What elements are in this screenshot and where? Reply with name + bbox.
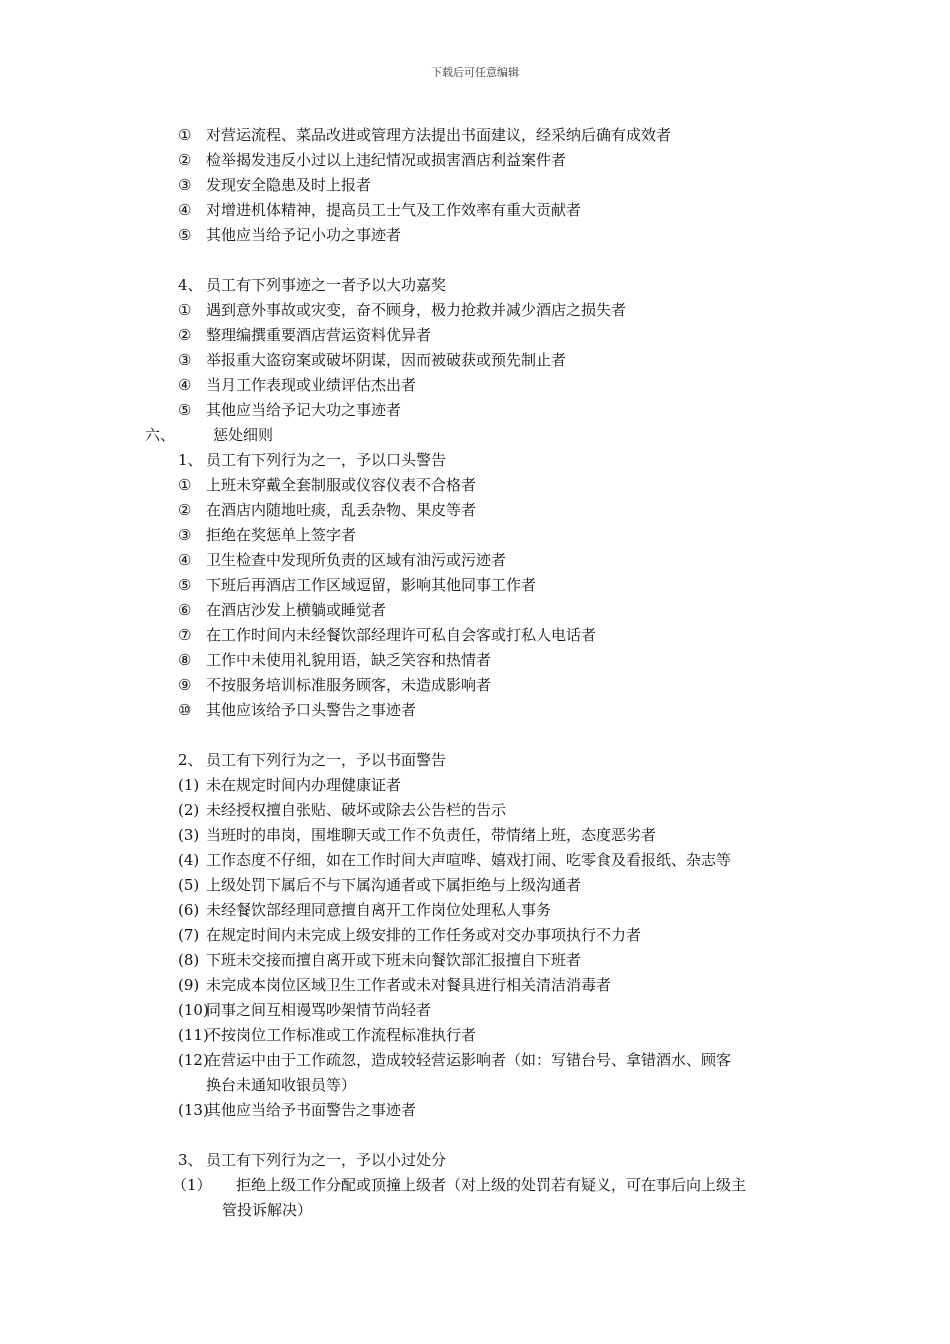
item-marker: ④ <box>178 376 192 394</box>
text-line <box>0 923 950 948</box>
item-text: 整理编撰重要酒店营运资料优异者 <box>206 326 432 344</box>
item-text: 未在规定时间内办理健康证者 <box>206 776 402 794</box>
text-line <box>0 348 950 373</box>
item-marker: (12) <box>178 1051 209 1069</box>
item-marker: ⑥ <box>178 601 192 619</box>
text-line <box>0 873 950 898</box>
item-text: 卫生检查中发现所负责的区域有油污或污迹者 <box>206 551 507 569</box>
item-text: 未经餐饮部经理同意擅自离开工作岗位处理私人事务 <box>206 901 552 919</box>
item-marker: ④ <box>178 551 192 569</box>
item-marker: (11) <box>178 1026 209 1044</box>
text-line <box>0 1048 950 1073</box>
text-line <box>0 798 950 823</box>
text-line <box>0 1098 950 1123</box>
item-marker: (4) <box>178 851 200 869</box>
text-line <box>0 173 950 198</box>
item-text: 其他应当给予记小功之事迹者 <box>206 226 402 244</box>
item-text: 不按岗位工作标准或工作流程标准执行者 <box>206 1026 477 1044</box>
item-marker: (7) <box>178 926 200 944</box>
text-line <box>0 823 950 848</box>
text-line <box>0 698 950 723</box>
item-text: 在酒店沙发上横躺或睡觉者 <box>206 601 387 619</box>
item-text: 当月工作表现或业绩评估杰出者 <box>206 376 417 394</box>
item-marker: (6) <box>178 901 200 919</box>
item-marker: ② <box>178 501 192 519</box>
item-marker: ④ <box>178 201 192 219</box>
item-marker: ⑤ <box>178 226 192 244</box>
text-line <box>0 848 950 873</box>
text-line <box>0 148 950 173</box>
item-marker: (2) <box>178 801 200 819</box>
text-line <box>0 673 950 698</box>
item-marker: ② <box>178 326 192 344</box>
item-text: 员工有下列事迹之一者予以大功嘉奖 <box>206 276 447 294</box>
text-line <box>0 1198 950 1223</box>
item-marker: 1、 <box>178 451 203 469</box>
item-text: 发现安全隐患及时上报者 <box>206 176 372 194</box>
item-marker: 2、 <box>178 751 203 769</box>
item-text: 不按服务培训标准服务顾客，未造成影响者 <box>206 676 492 694</box>
text-line <box>0 398 950 423</box>
text-line <box>0 448 950 473</box>
item-marker: ⑤ <box>178 401 192 419</box>
item-marker: ② <box>178 151 192 169</box>
item-marker: (13) <box>178 1101 209 1119</box>
item-marker: （1） <box>172 1176 212 1194</box>
item-text-continuation: 换台未通知收银员等） <box>206 1076 357 1094</box>
item-text-continuation: 管投诉解决） <box>222 1201 313 1219</box>
text-line <box>0 1023 950 1048</box>
text-line <box>0 423 950 448</box>
item-marker: 4、 <box>178 276 203 294</box>
item-text: 同事之间互相谩骂吵架情节尚轻者 <box>206 1001 432 1019</box>
text-line <box>0 298 950 323</box>
text-line <box>0 273 950 298</box>
item-marker: ① <box>178 476 192 494</box>
item-marker: (5) <box>178 876 200 894</box>
item-text: 员工有下列行为之一，予以口头警告 <box>206 451 447 469</box>
item-text: 其他应当给予书面警告之事迹者 <box>206 1101 417 1119</box>
text-line <box>0 1073 950 1098</box>
item-marker: ⑨ <box>178 676 192 694</box>
item-marker: 3、 <box>178 1151 203 1169</box>
text-line <box>0 123 950 148</box>
text-line <box>0 748 950 773</box>
text-line <box>0 648 950 673</box>
item-text: 当班时的串岗，围堆聊天或工作不负责任，带情绪上班，态度恶劣者 <box>206 826 657 844</box>
item-text: 对增进机体精神，提高员工士气及工作效率有重大贡献者 <box>206 201 582 219</box>
item-text: 下班未交接而擅自离开或下班未向餐饮部汇报擅自下班者 <box>206 951 582 969</box>
item-text: 员工有下列行为之一，予以书面警告 <box>206 751 447 769</box>
text-line <box>0 573 950 598</box>
text-line <box>0 973 950 998</box>
item-marker: (3) <box>178 826 200 844</box>
item-text: 在酒店内随地吐痰，乱丢杂物、果皮等者 <box>206 501 477 519</box>
item-marker: ① <box>178 301 192 319</box>
item-text: 对营运流程、菜品改进或管理方法提出书面建议，经采纳后确有成效者 <box>206 126 672 144</box>
item-text: 在规定时间内未完成上级安排的工作任务或对交办事项执行不力者 <box>206 926 642 944</box>
text-line <box>0 323 950 348</box>
text-line <box>0 1148 950 1173</box>
item-marker: ① <box>178 126 192 144</box>
item-marker: (10) <box>178 1001 209 1019</box>
item-marker: ⑤ <box>178 576 192 594</box>
item-marker: (9) <box>178 976 200 994</box>
item-text: 遇到意外事故或灾变，奋不顾身，极力抢救并减少酒店之损失者 <box>206 301 627 319</box>
item-text: 下班后再酒店工作区域逗留，影响其他同事工作者 <box>206 576 537 594</box>
text-line <box>0 548 950 573</box>
text-line <box>0 948 950 973</box>
text-line <box>0 198 950 223</box>
item-text: 工作态度不仔细，如在工作时间大声喧哗、嬉戏打闹、吃零食及看报纸、杂志等 <box>206 851 732 869</box>
item-marker: ③ <box>178 176 192 194</box>
item-marker: (1) <box>178 776 200 794</box>
item-text: 上班未穿戴全套制服或仪容仪表不合格者 <box>206 476 477 494</box>
item-text: 其他应当给予记大功之事迹者 <box>206 401 402 419</box>
text-line <box>0 473 950 498</box>
text-line <box>0 898 950 923</box>
item-text: 拒绝上级工作分配或顶撞上级者（对上级的处罚若有疑义，可在事后向上级主 <box>236 1176 747 1194</box>
item-text: 在营运中由于工作疏忽，造成较轻营运影响者（如：写错台号、拿错酒水、顾客 <box>206 1051 732 1069</box>
text-line <box>0 523 950 548</box>
item-text: 上级处罚下属后不与下属沟通者或下属拒绝与上级沟通者 <box>206 876 582 894</box>
text-line <box>0 998 950 1023</box>
item-text: 举报重大盗窃案或破坏阴谋，因而被破获或预先制止者 <box>206 351 567 369</box>
text-line <box>0 373 950 398</box>
text-line <box>0 223 950 248</box>
text-line <box>0 1173 950 1198</box>
item-marker: (8) <box>178 951 200 969</box>
item-text: 未完成本岗位区域卫生工作者或未对餐具进行相关清洁消毒者 <box>206 976 612 994</box>
item-marker: 六、 <box>145 426 176 444</box>
page-header: 下载后可任意编辑 <box>431 66 519 79</box>
item-text: 在工作时间内未经餐饮部经理许可私自会客或打私人电话者 <box>206 626 597 644</box>
item-text: 未经授权擅自张贴、破坏或除去公告栏的告示 <box>206 801 507 819</box>
text-line <box>0 773 950 798</box>
item-text: 检举揭发违反小过以上违纪情况或损害酒店利益案件者 <box>206 151 567 169</box>
item-marker: ③ <box>178 351 192 369</box>
item-marker: ⑧ <box>178 651 192 669</box>
text-line <box>0 498 950 523</box>
item-text: 拒绝在奖惩单上签字者 <box>206 526 357 544</box>
item-text: 工作中未使用礼貌用语，缺乏笑容和热情者 <box>206 651 492 669</box>
text-line <box>0 623 950 648</box>
item-marker: ⑩ <box>178 701 192 719</box>
item-text: 其他应该给予口头警告之事迹者 <box>206 701 417 719</box>
text-line <box>0 598 950 623</box>
item-text: 惩处细则 <box>213 426 274 444</box>
item-marker: ⑦ <box>178 626 192 644</box>
item-text: 员工有下列行为之一，予以小过处分 <box>206 1151 447 1169</box>
item-marker: ③ <box>178 526 192 544</box>
